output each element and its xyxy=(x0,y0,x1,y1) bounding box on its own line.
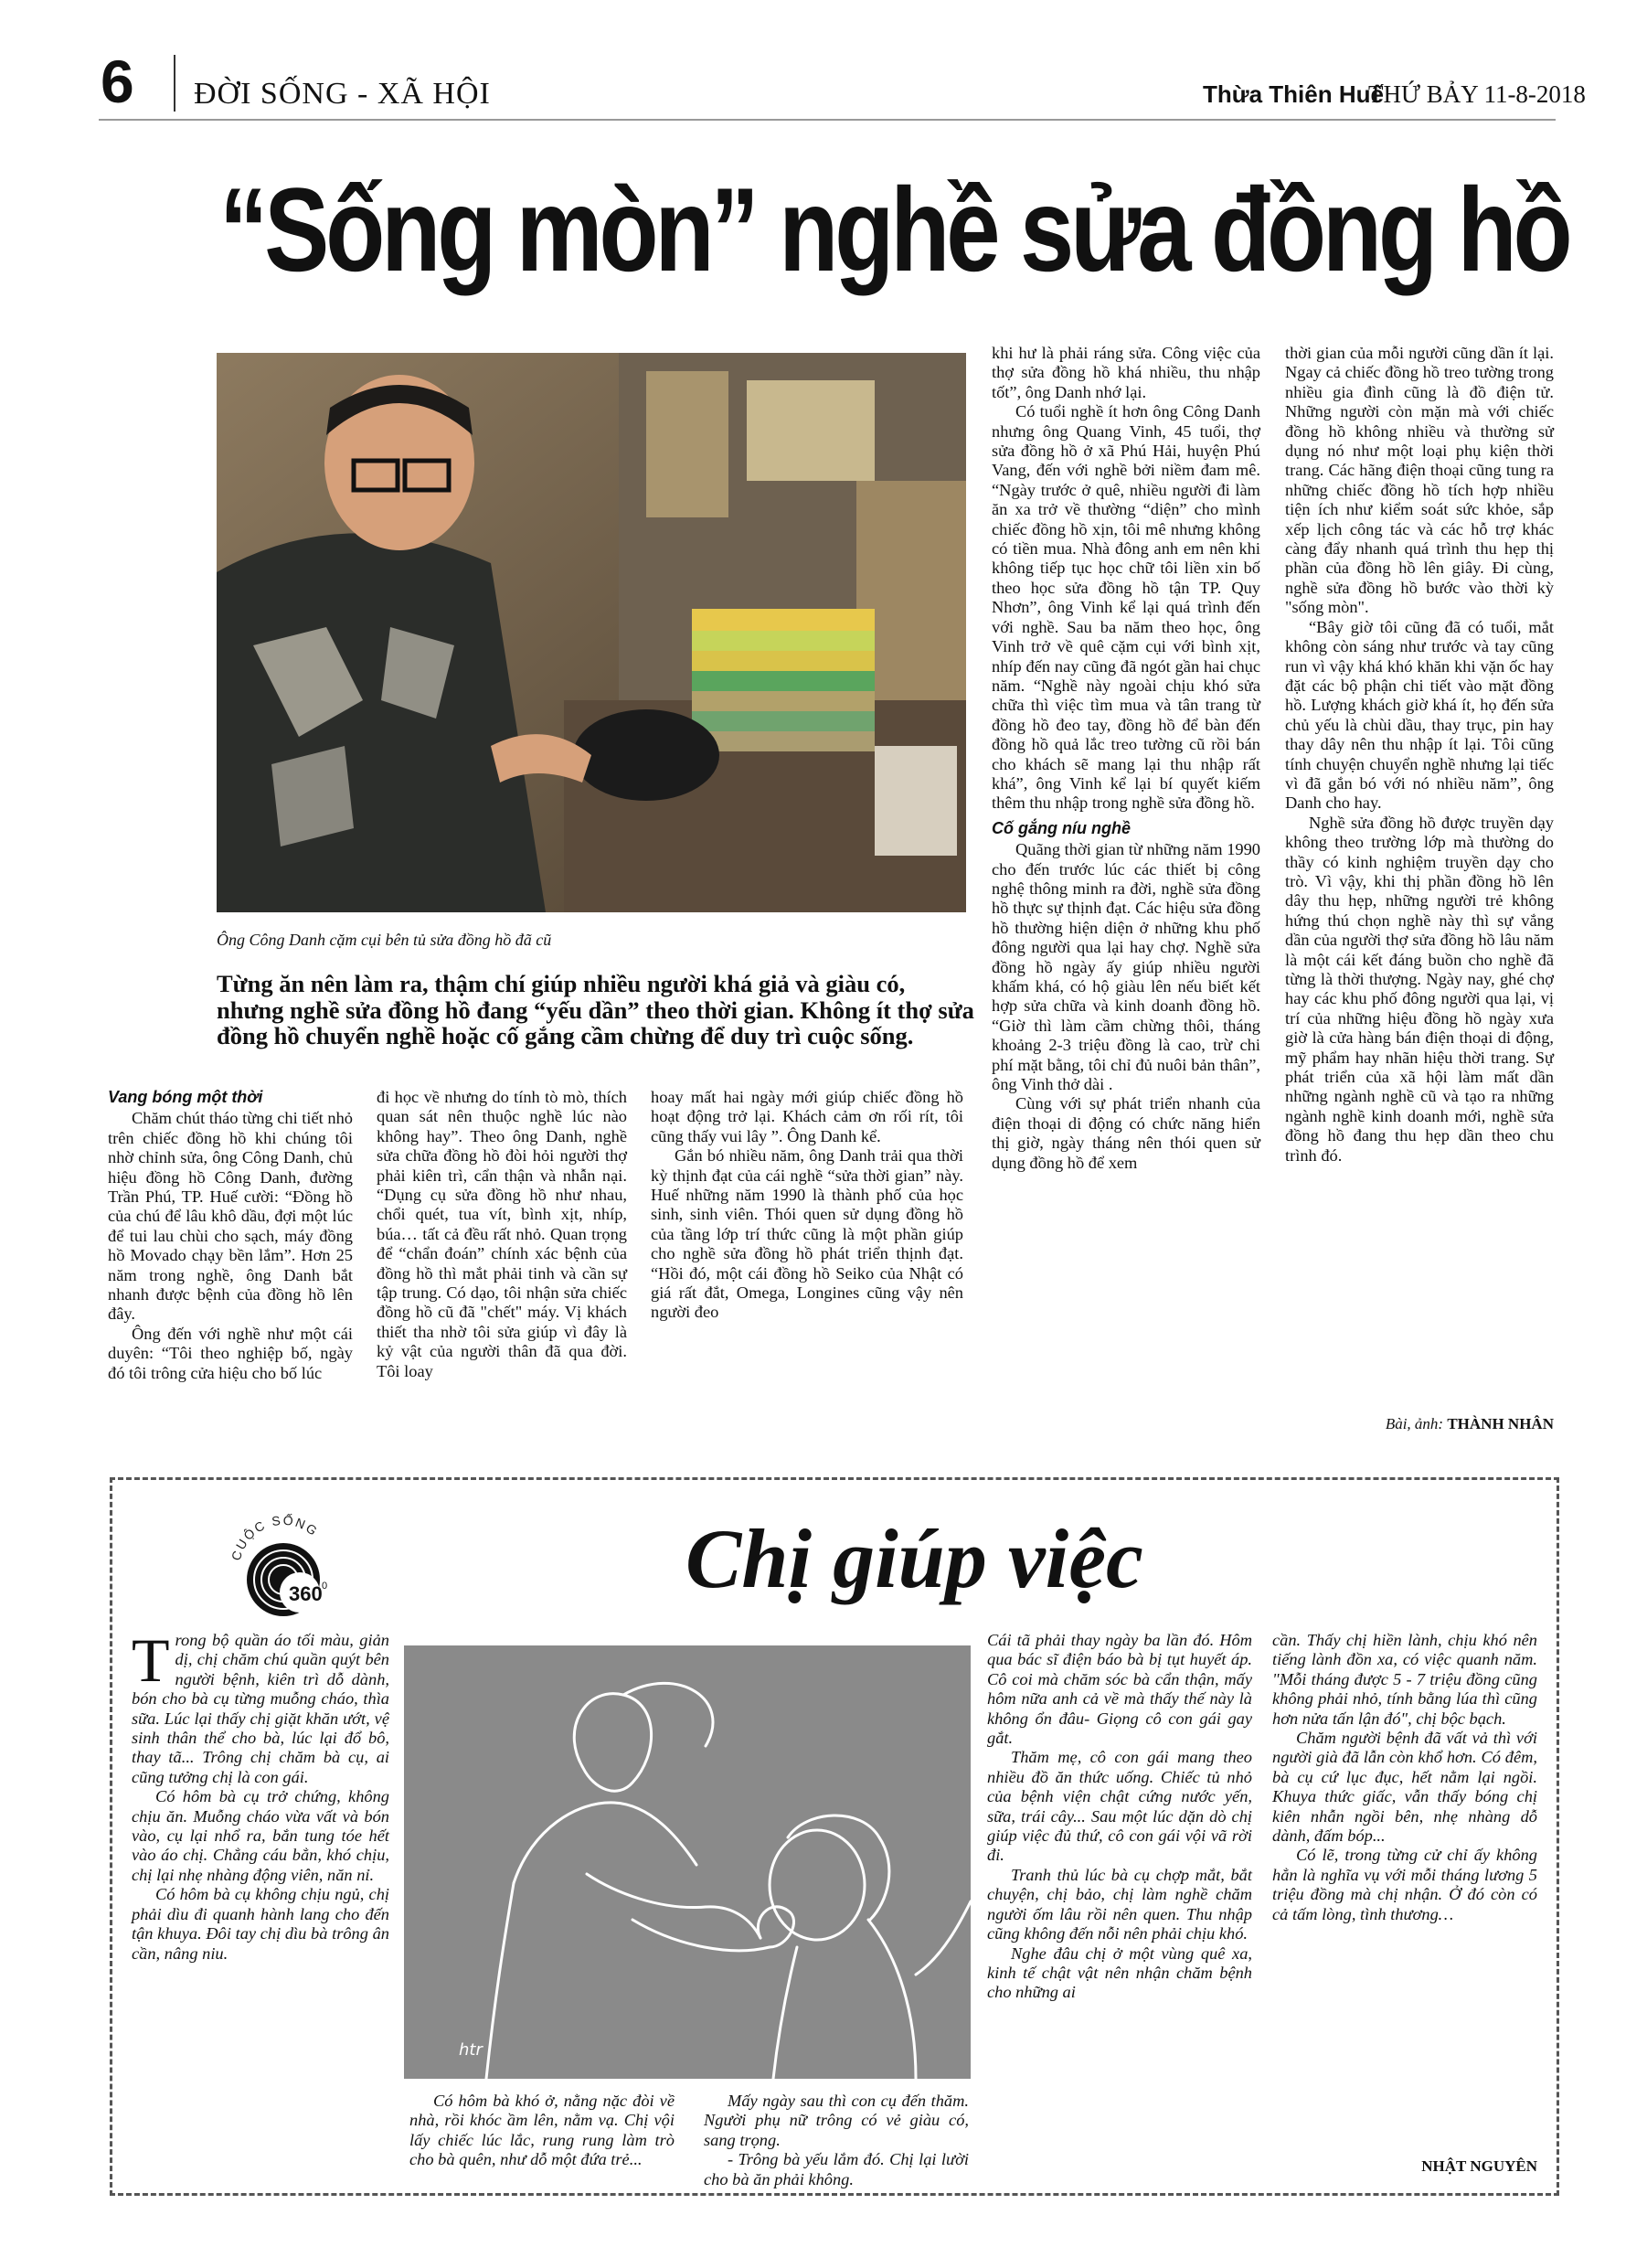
newspaper-name: Thừa Thiên Huế xyxy=(1203,80,1384,108)
byline-author: THÀNH NHÂN xyxy=(1447,1415,1554,1432)
drop-cap: T xyxy=(132,1625,170,1695)
paragraph: Gắn bó nhiều năm, ông Danh trải qua thời kỳ thịnh đạt của cái nghề “sửa thời gian” này. Huế những năm 1990 là thành phố của học sinh, sinh viên. Thói quen sử dụng đồng hồ của tầng lớp trí thức cũng là một phần giúp cho nghề sửa đồng hồ phát triển thịnh đạt. “Hồi đó, một cái đồng hồ Seiko của Nhật có giá rất đắt, Omega, Longines cũng vậy nên người đeo xyxy=(651,1146,963,1322)
paragraph: cần. Thấy chị hiền lành, chịu khó nên tiếng lành đồn xa, có việc quanh năm. "Mỗi tháng được 5 - 7 triệu đồng cũng không phải nhỏ, tính bằng lúa thì cũng hơn nửa tấn lận đó", chị bộc bạch. xyxy=(1272,1631,1537,1728)
feature-column-5 xyxy=(1272,1631,1537,1924)
logo-number: 360 xyxy=(289,1582,323,1605)
headline: “Sống mòn” nghề sửa đồng hồ xyxy=(219,163,1569,296)
paragraph xyxy=(132,1625,389,1787)
article-byline xyxy=(1285,1415,1554,1433)
paragraph: Mấy ngày sau thì con cụ đến thăm. Người phụ nữ trông có vẻ giàu có, sang trọng. xyxy=(704,2092,969,2149)
paragraph: Ông đến với nghề như một cái duyên: “Tôi theo nghiệp bố, ngày đó tôi trông cửa hiệu cho bố lúc xyxy=(108,1324,353,1382)
paragraph: Nghề sửa đồng hồ được truyền dạy không theo trường lớp mà thường do thầy có kinh nghiệm truyền dạy cho trò. Vì vậy, khi thị phần đồng hồ lên dây thu hẹp, những người trẻ không hứng thú chọn nghề này thì sự vắng dần của người thợ sửa đồng hồ lâu năm là một cái kết đáng buồn cho nghề đã từng là thời thượng. Ngày nay, ghé chợ hay các khu phố đông người qua lại, vị trí của những hiệu đồng hồ ngày xưa giờ là cửa hàng bán điện thoại di động, mỹ phẩm hay nhãn hiệu thời trang. Sự phát triển của xã hội làm mất dần những ngành nghề cũ và tạo ra những ngành nghề kinh doanh mới, nghề sửa đồng hồ đang thu hẹp dần theo chu trình đó. xyxy=(1285,813,1554,1165)
feature-title: Chị giúp việc xyxy=(685,1512,1143,1605)
feature-illustration xyxy=(404,1645,971,2079)
paragraph: Có lẽ, trong từng cử chỉ ấy không hẳn là nghĩa vụ với mỗi tháng lương 5 triệu đồng mà chị nhận. Ở đó còn có cả tấm lòng, tình thương… xyxy=(1272,1846,1537,1923)
paragraph: Nghe đâu chị ở một vùng quê xa, kinh tế chật vật nên nhận chăm bệnh cho những ai xyxy=(987,1943,1252,2002)
feature-column-1 xyxy=(132,1625,389,1964)
feature-column-2 xyxy=(409,2092,675,2170)
paragraph: Tranh thủ lúc bà cụ chợp mắt, bắt chuyện, chị bảo, chị làm nghề chăm người ốm lâu rồi nên quen. Thu nhập cũng không đến nỗi nên phải chịu khó. xyxy=(987,1865,1252,1943)
page-number: 6 xyxy=(101,48,134,115)
paragraph: Quãng thời gian từ những năm 1990 cho đến trước lúc các thiết bị công nghệ thông minh ra đời, nghề sửa đồng hồ thực sự thịnh đạt. Các hiệu sửa đồng hồ thường hiện diện ở những khu phố đông người qua lại hay chợ. Nghề sửa đồng hồ ngày ấy giúp nhiều người khấm khá, có hộ giàu lên nếu biết kết hợp sửa chữa và kinh doanh đồng hồ. “Giờ thì làm cầm chừng thôi, tháng khoảng 2-3 triệu đồng là cao, trừ chi phí mặt bằng, tôi chỉ đủ nuôi bản thân”, ông Vinh thở dài . xyxy=(992,840,1260,1094)
article-column-3 xyxy=(651,1088,963,1323)
paragraph: Cái tã phải thay ngày ba lần đó. Hôm qua bác sĩ điện báo bà bị tụt huyết áp. Cô coi mà chăm sóc bà cẩn thận, mấy hôm nữa anh cả về mà thấy thế này là không ổn đâu- Giọng cô con gái gay gắt. xyxy=(987,1631,1252,1748)
paragraph: Có tuổi nghề ít hơn ông Công Danh nhưng ông Quang Vinh, 45 tuổi, thợ sửa đồng hồ ở xã Phú Hải, huyện Phú Vang, đến với nghề bởi niềm đam mê. “Ngày trước ở quê, nhiều người đi làm ăn xa trở về thường “diện” cho mình chiếc đồng hồ xịn, tôi mê nhưng không có tiền mua. Nhà đông anh em nên khi không tiếp tục học chữ tôi liền xin bố theo học sửa đồng hồ tận TP. Quy Nhơn”, ông Vinh kể lại quá trình đến với nghề. Sau ba năm theo học, ông Vinh trở về quê cặm cụi với bình xịt, nhíp đến nay cũng đã ngót gần hai chục năm. “Nghề này ngoài chịu khó sửa chữa thì việc tìm mua và tân trang từ đồng hồ đeo tay, đồng hồ để bàn đến đồng hồ quả lắc treo tường cũ rồi bán cho khách sẽ mang lại thu nhập rất khá”, ông Vinh kể lại bí quyết kiếm thêm thu nhập trong nghề sửa đồng hồ. xyxy=(992,402,1260,813)
issue-date: THỨ BẢY 11-8-2018 xyxy=(1368,80,1586,108)
paragraph: khi hư là phải ráng sửa. Công việc của thợ sửa đồng hồ khá nhiều, thu nhập tốt”, ông Danh nhớ lại. xyxy=(992,344,1260,401)
logo-text: CUỘC SỐNG xyxy=(228,1512,322,1562)
paragraph: “Bây giờ tôi cũng đã có tuổi, mắt không còn sáng như trước và tay cũng run vì vậy khá khó khăn khi vặn ốc hay đặt các bộ phận chi tiết vào mặt đồng hồ. Lượng khách giờ khá ít, họ đến sửa chủ yếu là chùi dầu, thay trục, pin hay thay dây nên thu nhập ít lại. Tôi cũng tính chuyện chuyển nghề nhưng lại tiếc vì đã gắn bó với nó nhiều năm”, ông Danh cho hay. xyxy=(1285,617,1554,813)
paragraph: Chăm người bệnh đã vất vả thì với người già đã lẫn còn khổ hơn. Có đêm, bà cụ cứ lục đục, hết nằm lại ngồi. Khuya thức giấc, vẫn thấy bóng chị kiên nhẫn ngồi bên, nhẹ nhàng dỗ dành, đấm bóp... xyxy=(1272,1729,1537,1846)
feature-column-3 xyxy=(704,2092,969,2189)
subhead: Cố gắng níu nghề xyxy=(992,818,1131,837)
line-drawing-caregiver-feeding xyxy=(404,1645,971,2079)
header-divider xyxy=(174,55,175,112)
article-photo xyxy=(217,353,966,912)
photo-caption: Ông Công Danh cặm cụi bên tủ sửa đồng hồ đã cũ xyxy=(217,931,552,949)
paragraph: Chăm chút tháo từng chi tiết nhỏ trên chiếc đồng hồ khi chúng tôi nhờ chỉnh sửa, ông Công Danh, chủ hiệu đồng hồ Công Danh, đường Trần Phú, TP. Huế cười: “Đồng hồ của chú để lâu khô dầu, đợi một lúc để tui lau chùi cho sạch, máy đồng hồ Movado chạy bền lắm”. Hơn 25 năm trong nghề, ông Danh bắt nhanh được bệnh của đồng hồ lên đây. xyxy=(108,1109,353,1324)
paragraph: Có hôm bà cụ trở chứng, không chịu ăn. Muỗng cháo vừa vất và bón vào, cụ lại nhổ ra, bắn tung tóe hết vào áo chị. Chẳng cáu bẳn, khó chịu, chị lại nhẹ nhàng động viên, năn nỉ. xyxy=(132,1787,389,1884)
paragraph: thời gian của mỗi người cũng dần ít lại. Ngay cả chiếc đồng hồ treo tường trong nhiều gia đình cũng là đồ điện tử. Những người còn mặn mà với chiếc đồng hồ không nhiều và thường sử dụng nó như một loại phụ kiện thời trang. Các hãng điện thoại cũng tung ra những chiếc đồng hồ tích hợp nhiều tiện ích như kiểm soát sức khỏe, sắp xếp lịch công tác và các hỗ trợ khác càng đẩy nhanh quá trình thu hẹp thị phần của đồng hồ lên giây. Đi cùng, nghề sửa đồng hồ bước vào thời kỳ "sống mòn". xyxy=(1285,344,1554,617)
article-lead: Từng ăn nên làm ra, thậm chí giúp nhiều người khá giả và giàu có, nhưng nghề sửa đồng hồ đang “yếu dần” theo thời gian. Không ít thợ sửa đồng hồ chuyển nghề hoặc cố gắng cầm chừng để duy trì cuộc sống. xyxy=(217,970,974,1049)
byline-label: Bài, ảnh: xyxy=(1385,1415,1444,1432)
article-column-2 xyxy=(377,1088,627,1381)
drawing-signature: htr xyxy=(459,2040,483,2060)
paragraph: Có hôm bà khó ở, nằng nặc đòi về nhà, rồi khóc ầm lên, nằm vạ. Chị vội lấy chiếc lúc lắc, rung rung làm trò cho bà quên, như dỗ một đứa trẻ... xyxy=(409,2092,675,2169)
feature-byline: NHẬT NGUYÊN xyxy=(1421,2157,1537,2175)
paragraph: - Trông bà yếu lắm đó. Chị lại lười cho bà ăn phải không. xyxy=(704,2150,969,2188)
paragraph: Thăm mẹ, cô con gái mang theo nhiều đồ ăn thức uống. Chiếc tủ nhỏ của bệnh viện chật cứng nước yến, sữa, trái cây... Sau một lúc dặn dò chị giúp việc đủ thứ, cô con gái vội vã rời đi. xyxy=(987,1748,1252,1865)
article-column-1 xyxy=(108,1088,353,1383)
logo-degree: 0 xyxy=(322,1581,328,1592)
paragraph: Có hôm bà cụ không chịu ngủ, chị phải dìu đi quanh hành lang cho đến tận khuya. Đôi tay chị dìu bà trông ân cần, nâng niu. xyxy=(132,1885,389,1963)
paragraph: đi học về nhưng do tính tò mò, thích quan sát nên thuộc nghề lúc nào không hay”. Theo ông Danh, nghề sửa chữa đồng hồ đòi hỏi người thợ phải kiên trì, cẩn thận và nhẫn nại. “Dụng cụ sửa đồng hồ như nhau, chổi quét, tua vít, bình xịt, nhíp, búa… tất cả đều rất nhỏ. Quan trọng để “chẩn đoán” chính xác bệnh của đồng hồ thì mắt phải tinh và cần sự tập trung. Có dạo, tôi nhận sửa chiếc đồng hồ cũ đã "chết" máy. Vị khách thiết tha nhờ tôi sửa giúp vì đây là kỷ vật của người thân đã qua đời. Tôi loay xyxy=(377,1088,627,1380)
first-paragraph-text: rong bộ quần áo tối màu, giản dị, chị chăm chú quần quýt bên người bệnh, kiên trì dỗ dành, bón cho bà cụ từng muỗng cháo, thìa sữa. Lúc lại thấy chị giặt khăn ướt, vệ sinh thân thể cho bà, lúc lại đổ bô, thay tã... Trông chị chăm bà cụ, ai cũng tưởng chị là con gái. xyxy=(132,1631,389,1786)
paragraph: Cùng với sự phát triển nhanh của điện thoại di động có chức năng hiển thị giờ, ngày tháng nên thói quen sử dụng đồng hồ để xem xyxy=(992,1094,1260,1172)
cuoc-song-360-logo xyxy=(219,1503,347,1622)
subhead: Vang bóng một thời xyxy=(108,1088,263,1106)
section-name: ĐỜI SỐNG - XÃ HỘI xyxy=(194,77,491,111)
header-rule xyxy=(99,119,1556,121)
article-column-5 xyxy=(1285,344,1554,1166)
paragraph: hoay mất hai ngày mới giúp chiếc đồng hồ hoạt động trở lại. Khách cảm ơn rối rít, tôi cũng thấy vui lây ”. Ông Danh kể. xyxy=(651,1088,963,1145)
feature-column-4 xyxy=(987,1631,1252,2003)
article-column-4 xyxy=(992,344,1260,1173)
photo-watch-repairman xyxy=(217,353,966,912)
